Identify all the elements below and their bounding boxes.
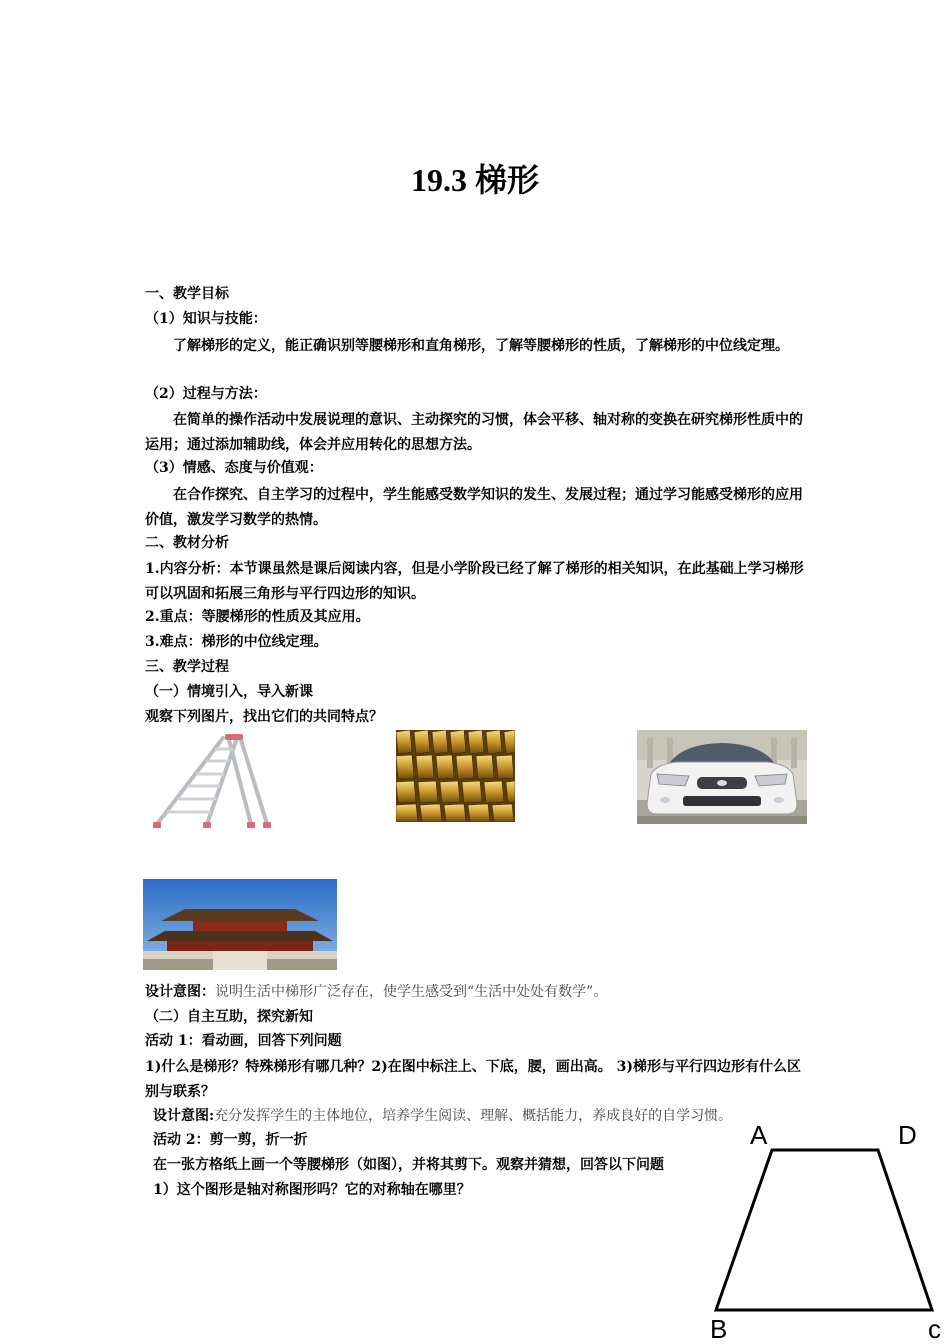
ladder-photo <box>145 730 275 830</box>
section-2-heading: 二、教材分析 <box>145 535 229 551</box>
design-intent-1-label: 设计意图： <box>145 984 215 1000</box>
vertex-b-label: B <box>710 1314 728 1344</box>
section-1-3-heading: （3）情感、态度与价值观： <box>145 460 323 476</box>
document-title: 19.3 梯形 <box>410 162 539 198</box>
vertex-a-label: A <box>750 1120 768 1150</box>
section-1-heading: 一、教学目标 <box>145 286 229 302</box>
section-1-1-body: 了解梯形的定义，能正确识别等腰梯形和直角梯形，了解等腰梯形的性质，了解梯形的中位线定理。 <box>173 338 789 354</box>
design-intent-1-text: 说明生活中梯形广泛存在，使学生感受到“生活中处处有数学”。 <box>215 984 608 1000</box>
content-analysis: 1.内容分析：本节课虽然是课后阅读内容，但是小学阶段已经了解了梯形的相关知识，在此基础上学习梯形可以巩固和拓展三角形与平行四边形的知识。 <box>145 561 804 602</box>
observe-prompt: 观察下列图片，找出它们的共同特点？ <box>145 709 383 725</box>
activity-1-title: 活动 1：看动画，回答下列问题 <box>145 1033 342 1049</box>
design-intent-1 <box>145 982 810 1002</box>
activity-2-body: 在一张方格纸上画一个等腰梯形（如图），并将其剪下。观察并猜想，回答以下问题 <box>153 1157 664 1173</box>
palace-photo <box>143 879 337 970</box>
activity-2-title: 活动 2：剪一剪，折一折 <box>153 1132 308 1148</box>
trapezoid-figure <box>700 1118 950 1344</box>
gold-bars-photo <box>396 730 515 822</box>
trapezoid-shape <box>716 1150 932 1310</box>
section-3-1-heading: （一）情境引入，导入新课 <box>145 684 313 700</box>
vertex-d-label: D <box>898 1120 917 1150</box>
section-1-3-body: 在合作探究、自主学习的过程中，学生能感受数学知识的发生、发展过程；通过学习能感受梯形的应用价值，激发学习数学的热情。 <box>145 487 803 528</box>
car-photo <box>637 730 807 824</box>
section-1-2-heading: （2）过程与方法： <box>145 386 267 402</box>
design-intent-2-text: 充分发挥学生的主体地位，培养学生阅读、理解、概括能力，养成良好的自学习惯。 <box>214 1108 733 1124</box>
design-intent-2-label: 设计意图: <box>153 1108 215 1124</box>
activity-2-question-1: 1）这个图形是轴对称图形吗？它的对称轴在哪里？ <box>153 1182 471 1198</box>
section-3-heading: 三、教学过程 <box>145 659 229 675</box>
section-3-2-heading: （二）自主互助，探究新知 <box>145 1009 313 1025</box>
difficult-point: 3.难点：梯形的中位线定理。 <box>145 634 328 650</box>
key-point: 2.重点：等腰梯形的性质及其应用。 <box>145 609 370 625</box>
section-1-1-heading: （1）知识与技能： <box>145 311 267 327</box>
section-1-2-body: 在简单的操作活动中发展说理的意识、主动探究的习惯，体会平移、轴对称的变换在研究梯形性质中的运用；通过添加辅助线，体会并应用转化的思想方法。 <box>145 412 803 453</box>
activity-1-questions: 1)什么是梯形？特殊梯形有哪几种？2)在图中标注上、下底，腰，画出高。 3)梯形与平行四边形有什么区别与联系？ <box>145 1059 801 1100</box>
vertex-c-label: c <box>928 1314 941 1344</box>
